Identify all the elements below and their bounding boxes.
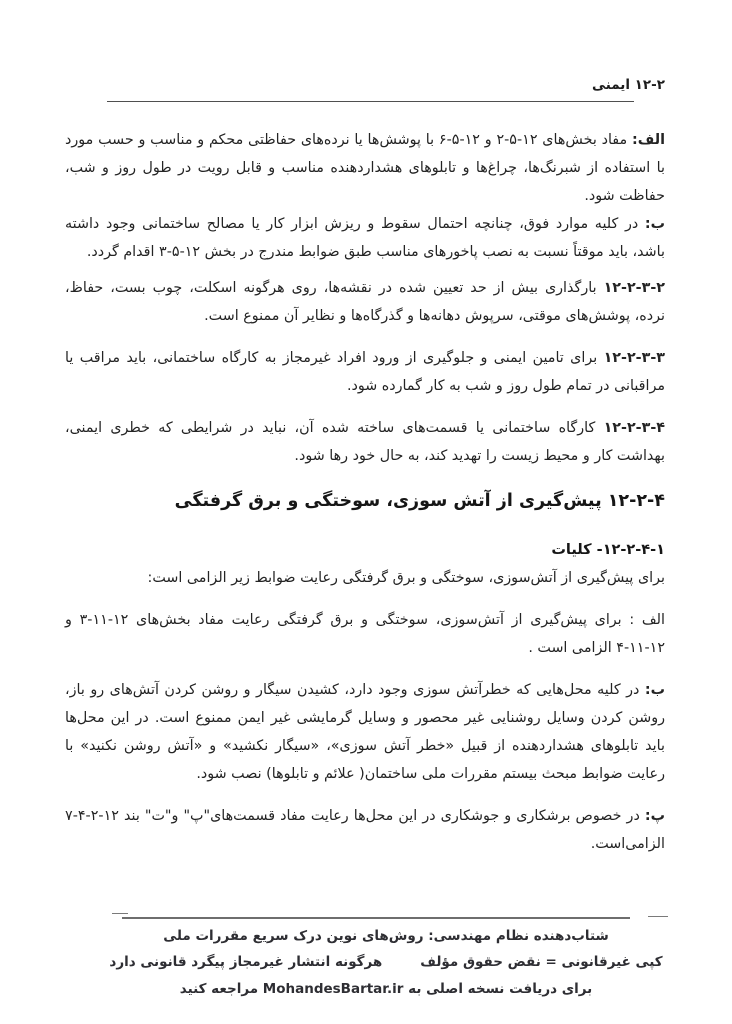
paragraph-lead: ب:: [644, 682, 665, 698]
footer-website-line: [0, 976, 732, 1003]
paragraph-lead: ۱۲-۲-۳-۳: [603, 350, 665, 366]
paragraph-lead: ۱۲-۲-۳-۴: [603, 420, 665, 436]
paragraph: ب: در کلیه محل‌هایی که خطرآتش سوزی وجود دارد، کشیدن سیگار و روشن کردن آتش‌های رو باز، روشن کردن وسایل روشنایی غیر محصور و وسایل گرمایشی غیر ایمن ممنوع است. در این محل‌ها باید تابلوهای هشداردهنده از قبیل «خطر آتش سوزی»، «سیگار نکشید» و «آتش روشن نکنید» با رعایت ضوابط مبحث بیستم مقررات ملی ساختمان( علائم و تابلوها) نصب شود.: [65, 682, 665, 782]
footer-legal-warning: هرگونه انتشار غیرمجاز پیگرد قانونی دارد: [109, 954, 383, 970]
paragraph: ۱۲-۲-۳-۲ بارگذاری بیش از حد تعیین شده در نقشه‌ها، روی هرگونه اسکلت، چوب بست، حفاظ، نرده، پوشش‌های موقتی، سرپوش دهانه‌ها و گذرگاه‌ها و نظایر آن ممنوع است.: [65, 280, 665, 324]
header-rule: [107, 101, 634, 102]
paragraph: ۱۲-۲-۳-۳ برای تامین ایمنی و جلوگیری از ورود افراد غیرمجاز به کارگاه ساختمانی، باید مراقب یا مراقبانی در تمام طول روز و شب به کار گمارده شود.: [65, 350, 665, 394]
footer-website-url: MohandesBartar.ir: [262, 981, 404, 997]
paragraph: الف : برای پیش‌گیری از آتش‌سوزی، سوختگی و برق گرفتگی رعایت مفاد بخش‌های ۱۲-۱۱-۳ و ۱۲-۱۱-۴ الزامی است .: [65, 612, 665, 656]
paragraph: ب: در کلیه موارد فوق، چنانچه احتمال سقوط و ریزش ابزار کار یا مصالح ساختمانی وجود داشته باشد، باید موقتاً نسبت به نصب پاخورهای مناسب طبق ضوابط مندرج در بخش ۱۲-۵-۳ اقدام گردد.: [65, 216, 665, 260]
paragraph-lead: پ:: [644, 808, 665, 824]
footer-rule-dash-left: [112, 913, 128, 914]
document-body: [65, 126, 665, 858]
paragraph: برای پیش‌گیری از آتش‌سوزی، سوختگی و برق گرفتگی رعایت ضوابط زیر الزامی است:: [147, 570, 665, 586]
footer-slogan: شتاب‌دهنده نظام مهندسی: روش‌های نوین درک سریع مقررات ملی: [163, 928, 609, 944]
footer-website-prefix: برای دریافت نسخه اصلی به: [408, 981, 593, 997]
paragraph: ۱۲-۲-۳-۴ کارگاه ساختمانی یا قسمت‌های ساخته شده آن، نباید در شرایطی که خطری ایمنی، بهداشت کار و محیط زیست را تهدید کند، به حال خود رها شود.: [65, 420, 665, 464]
footer-rule-dash-right: [648, 916, 668, 917]
page-header: [65, 76, 665, 102]
paragraph: پ: در خصوص برشکاری و جوشکاری در این محل‌ها رعایت مفاد قسمت‌های"پ" و"ت" بند ۱۲-۲-۴-۷ الزامی‌است.: [65, 808, 665, 852]
section-heading: ۱۲-۲-۴-۱- کلیات: [551, 542, 665, 558]
paragraph-lead: الف:: [631, 132, 665, 148]
footer-copyright-line: [0, 949, 732, 976]
paragraph-lead: ب:: [644, 216, 665, 232]
page-footer: [0, 911, 732, 1003]
paragraph: الف: مفاد بخش‌های ۱۲-۵-۲ و ۱۲-۵-۶ با پوشش‌ها یا نرده‌های حفاظتی محکم و مناسب و حسب مورد با استفاده از شبرنگ‌ها، چراغ‌ها و تابلوهای هشداردهنده مناسب و قابل رویت در طول روز و شب، حفاظت شود.: [65, 132, 665, 204]
footer-rule: [122, 917, 630, 919]
footer-website-suffix: مراجعه کنید: [179, 981, 259, 997]
paragraph-lead: ۱۲-۲-۳-۲: [603, 280, 665, 296]
footer-copyright-notice: کپی غیرقانونی = نقض حقوق مؤلف: [420, 954, 663, 970]
chapter-title: ۱۲-۲ ایمنی: [592, 77, 665, 93]
section-heading: ۱۲-۲-۴ پیش‌گیری از آتش سوزی، سوختگی و برق گرفتگی: [174, 491, 665, 511]
